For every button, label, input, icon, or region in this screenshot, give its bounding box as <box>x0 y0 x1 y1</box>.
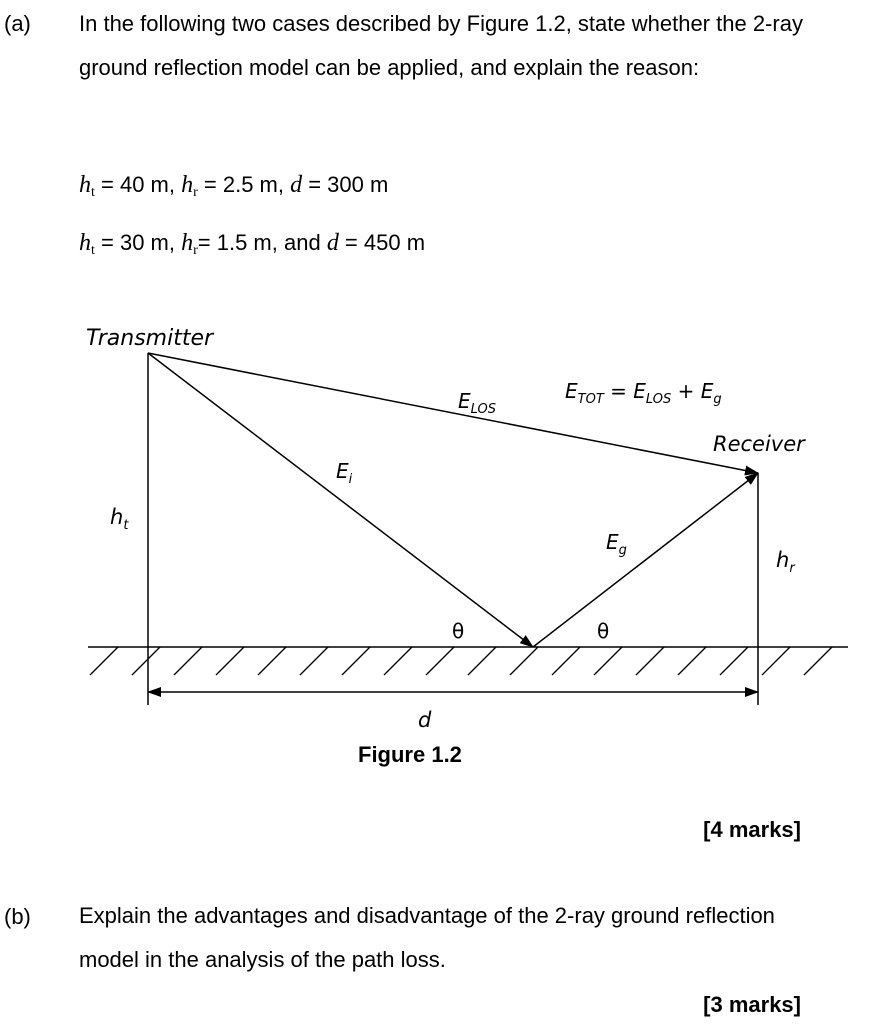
case-2-d-value: = 450 m <box>338 230 426 255</box>
theta-left: θ <box>452 619 465 643</box>
case-1-hr-symbol: h <box>181 172 194 198</box>
part-a-question-text: In the following two cases described by Figure 1.2, state whether the 2-ray ground reflection model can be applied, and explain the reason: <box>79 11 803 80</box>
ground-hatching <box>90 647 832 675</box>
hr-label <box>776 548 796 576</box>
case-2-hr-subscript: r <box>193 243 198 258</box>
part-b-question-text: Explain the advantages and disadvantage of the 2-ray ground reflection model in the analysis of the path loss. <box>79 903 775 972</box>
etot-subscript-1: TOT <box>577 392 604 407</box>
part-b-label: (b) <box>4 904 31 929</box>
elos-main: E <box>458 389 471 413</box>
reflected-ray <box>533 473 758 647</box>
part-a-label: (a) <box>4 11 31 36</box>
case-1-hr-subscript: r <box>193 185 198 200</box>
hr-main: h <box>776 548 790 572</box>
case-2-ht-value: = 30 m, <box>94 230 182 255</box>
etot-subscript-2: LOS <box>645 392 672 407</box>
etot-plus: + <box>671 379 701 403</box>
los-ray <box>148 353 758 473</box>
ht-label <box>110 505 129 533</box>
ei-main: E <box>336 459 349 483</box>
case-1-ht-value: = 40 m, <box>94 172 182 197</box>
eg-label <box>606 530 627 558</box>
part-b-marks: [3 marks] <box>703 992 801 1017</box>
etot-equation <box>565 379 722 407</box>
case-2-ht-symbol: h <box>79 230 91 256</box>
receiver-label: Receiver <box>713 432 805 456</box>
etot-subscript-3: g <box>713 392 722 407</box>
etot-e1: E <box>565 379 578 403</box>
part-a-marks: [4 marks] <box>703 817 801 842</box>
case-2-ht-subscript: t <box>91 243 95 258</box>
elos-label <box>458 389 496 417</box>
case-1-d-symbol: d <box>290 172 303 198</box>
transmitter-label: Transmitter <box>86 326 214 351</box>
case-2-hr-symbol: h <box>181 230 194 256</box>
case-2-d-symbol: d <box>326 230 339 256</box>
theta-right: θ <box>597 619 610 643</box>
distance-label: d <box>418 708 432 732</box>
etot-e2: E <box>633 379 646 403</box>
case-1-ht-symbol: h <box>79 172 91 198</box>
eg-subscript: g <box>618 543 627 558</box>
incident-ray <box>148 353 533 647</box>
ei-subscript: i <box>348 472 353 487</box>
etot-equals: = <box>603 379 634 403</box>
case-1-hr-value: = 2.5 m, <box>197 172 291 197</box>
case-1-ht-subscript: t <box>91 185 95 200</box>
ht-main: h <box>110 505 124 529</box>
ht-subscript: t <box>123 518 129 533</box>
elos-subscript: LOS <box>470 402 496 417</box>
case-2-hr-value: = 1.5 m, and <box>197 230 327 255</box>
etot-e3: E <box>700 379 714 403</box>
ei-label <box>336 459 353 487</box>
case-1-d-value: = 300 m <box>302 172 389 197</box>
figure-caption: Figure 1.2 <box>358 742 462 767</box>
eg-main: E <box>606 530 619 554</box>
hr-subscript: r <box>789 561 795 576</box>
